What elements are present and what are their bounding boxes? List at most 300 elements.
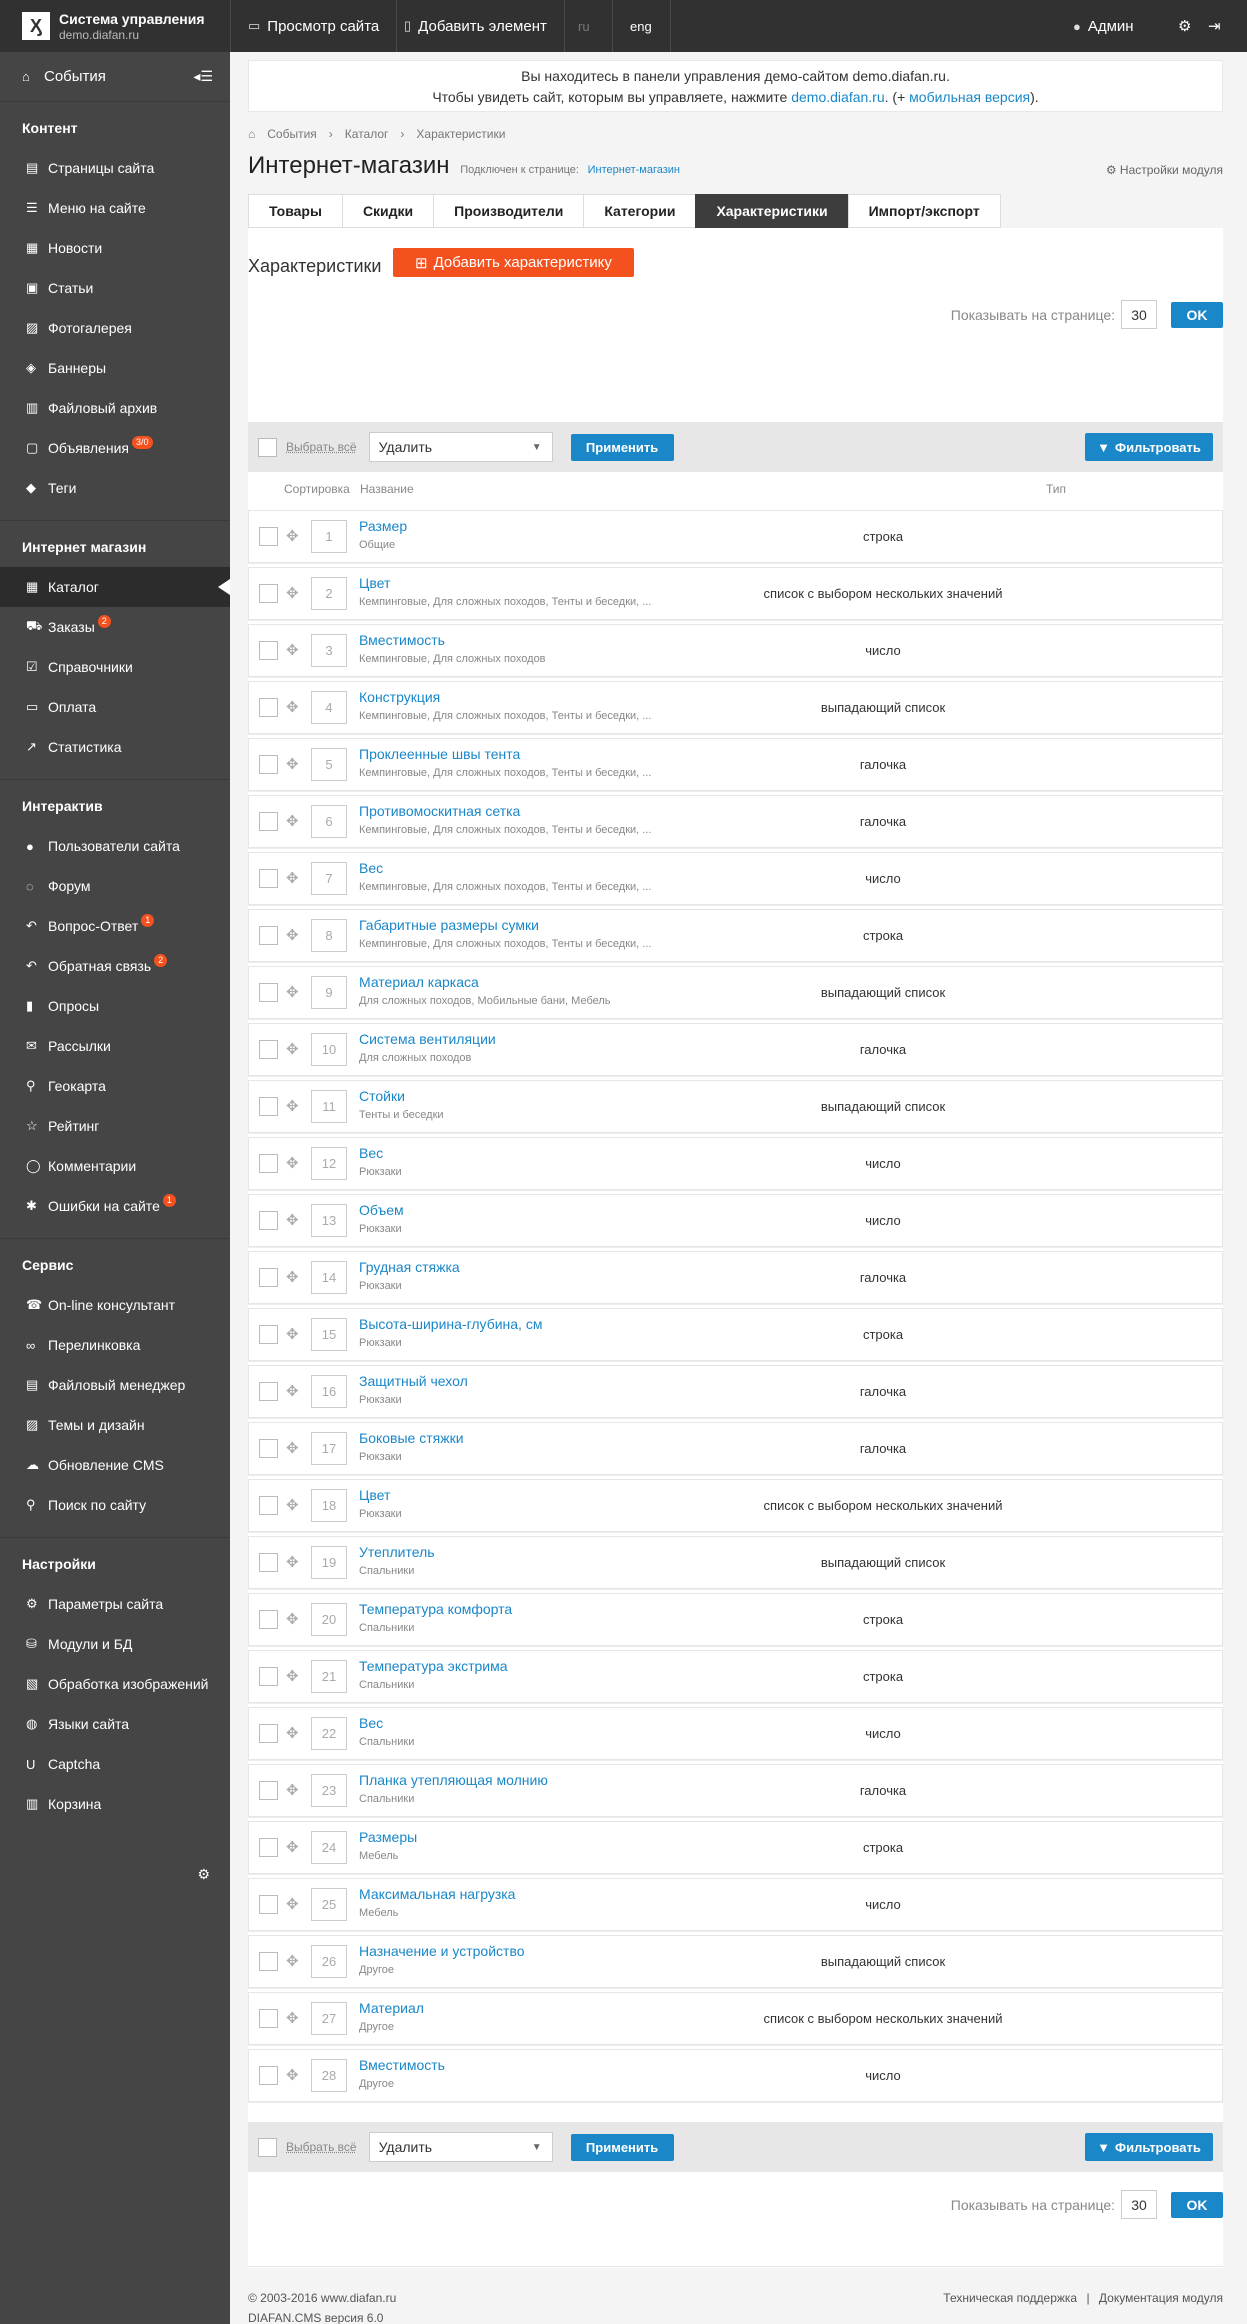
- sort-order-input[interactable]: 13: [311, 1204, 347, 1237]
- connected-page-link[interactable]: Интернет-магазин: [587, 164, 681, 176]
- table-row: ✥ 20 Температура комфорта Спальники строка: [248, 1593, 1223, 1646]
- row-checkbox[interactable]: [259, 1154, 278, 1173]
- sort-order-input[interactable]: 2: [311, 577, 347, 610]
- footer-version: DIAFAN.CMS версия 6.0: [248, 2311, 384, 2324]
- characteristic-name-link[interactable]: Цвет: [359, 1487, 391, 1503]
- sidebar-item-label: Новости: [48, 240, 103, 256]
- module-settings-link[interactable]: [1106, 163, 1223, 177]
- sidebar-item[interactable]: [0, 1744, 230, 1784]
- row-checkbox[interactable]: [259, 1724, 278, 1743]
- characteristic-name-link[interactable]: Вес: [359, 860, 384, 876]
- row-checkbox[interactable]: [259, 698, 278, 717]
- captcha-icon: U: [26, 1756, 36, 1772]
- drag-handle-icon[interactable]: ✥: [286, 1497, 299, 1514]
- drag-handle-icon[interactable]: ✥: [286, 2067, 299, 2084]
- characteristic-categories: Кемпинговые, Для сложных походов, Тенты и беседки, ...: [359, 710, 652, 722]
- characteristic-name-link[interactable]: Система вентиляции: [359, 1031, 496, 1047]
- row-checkbox[interactable]: [259, 641, 278, 660]
- drag-handle-icon[interactable]: ✥: [286, 699, 299, 716]
- sidebar-item[interactable]: [0, 268, 230, 308]
- characteristic-name-link[interactable]: Планка утепляющая молнию: [359, 1772, 548, 1788]
- characteristic-categories: Кемпинговые, Для сложных походов, Тенты и беседки, ...: [359, 824, 652, 836]
- sidebar-item[interactable]: [0, 946, 230, 986]
- table-row: ✥ 2 Цвет Кемпинговые, Для сложных походов, Тенты и беседки, ... список с выбором нескольких значений: [248, 567, 1223, 620]
- sidebar-item-label: Статьи: [48, 280, 94, 296]
- sort-order-input[interactable]: 18: [311, 1489, 347, 1522]
- apply-button[interactable]: Применить: [571, 2134, 674, 2161]
- sidebar-item[interactable]: [0, 468, 230, 508]
- sidebar-item[interactable]: [0, 1584, 230, 1624]
- sort-order-input[interactable]: 6: [311, 805, 347, 838]
- check-icon: ☑: [26, 659, 38, 674]
- add-characteristic-button[interactable]: [393, 248, 634, 277]
- brand[interactable]: [0, 0, 230, 52]
- sidebar-item-label: Меню на сайте: [48, 200, 146, 216]
- row-checkbox[interactable]: [259, 869, 278, 888]
- row-checkbox[interactable]: [259, 1838, 278, 1857]
- characteristic-categories: Рюкзаки: [359, 1166, 402, 1178]
- sort-order-input[interactable]: 15: [311, 1318, 347, 1351]
- characteristic-name-link[interactable]: Проклеенные швы тента: [359, 746, 521, 762]
- sidebar-item[interactable]: [0, 647, 230, 687]
- drag-handle-icon[interactable]: ✥: [286, 1212, 299, 1229]
- drag-handle-icon[interactable]: ✥: [286, 1668, 299, 1685]
- user-menu[interactable]: [1056, 0, 1151, 52]
- characteristic-categories: Общие: [359, 539, 396, 551]
- banner-icon: ◈: [26, 360, 36, 375]
- catalog-icon: ▦: [26, 579, 39, 594]
- row-checkbox[interactable]: [259, 2066, 278, 2085]
- sort-order-input[interactable]: 14: [311, 1261, 347, 1294]
- row-checkbox[interactable]: [259, 1895, 278, 1914]
- characteristic-name-link[interactable]: Вместимость: [359, 2057, 445, 2073]
- monitor-icon: ▭: [248, 18, 261, 33]
- table-row: ✥ 18 Цвет Рюкзаки список с выбором нескольких значений: [248, 1479, 1223, 1532]
- characteristic-categories: Мебель: [359, 1907, 399, 1919]
- module-docs-link[interactable]: Документация модуля: [1098, 2291, 1223, 2305]
- sidebar-item[interactable]: [0, 906, 230, 946]
- table-row: ✥ 22 Вес Спальники число: [248, 1707, 1223, 1760]
- row-checkbox[interactable]: [259, 1439, 278, 1458]
- row-checkbox[interactable]: [259, 1268, 278, 1287]
- menu-icon: ☰: [26, 200, 38, 215]
- sort-order-input[interactable]: 19: [311, 1546, 347, 1579]
- forum-icon: ◌: [26, 878, 34, 894]
- characteristic-categories: Кемпинговые, Для сложных походов, Тенты и беседки, ...: [359, 881, 652, 893]
- characteristic-name-link[interactable]: Максимальная нагрузка: [359, 1886, 516, 1902]
- drag-handle-icon[interactable]: ✥: [286, 1155, 299, 1172]
- characteristic-name-link[interactable]: Размеры: [359, 1829, 418, 1845]
- drag-handle-icon[interactable]: ✥: [286, 642, 299, 659]
- sidebar-item-label: Корзина: [48, 1796, 102, 1812]
- sidebar-item[interactable]: [0, 1365, 230, 1405]
- filter-button[interactable]: [1085, 2133, 1213, 2161]
- ads-icon: ▢: [26, 440, 39, 455]
- module-settings-label: Настройки модуля: [1119, 163, 1223, 177]
- sidebar-item[interactable]: [0, 1624, 230, 1664]
- sidebar-item-label: Языки сайта: [48, 1716, 130, 1732]
- sidebar-item[interactable]: [0, 428, 230, 468]
- characteristic-name-link[interactable]: Грудная стяжка: [359, 1259, 460, 1275]
- characteristic-name-link[interactable]: Высота-ширина-глубина, см: [359, 1316, 543, 1332]
- row-checkbox[interactable]: [259, 1553, 278, 1572]
- sidebar-item[interactable]: [0, 228, 230, 268]
- row-checkbox[interactable]: [259, 1211, 278, 1230]
- row-checkbox[interactable]: [259, 2009, 278, 2028]
- tab[interactable]: Скидки: [342, 194, 434, 228]
- characteristic-categories: Другое: [359, 1964, 394, 1976]
- sidebar-item[interactable]: [0, 188, 230, 228]
- characteristic-name-link[interactable]: Материал: [359, 2000, 424, 2016]
- sidebar-item-label: Темы и дизайн: [48, 1417, 145, 1433]
- col-header-sort: Сортировка: [284, 482, 350, 496]
- characteristic-name-link[interactable]: Назначение и устройство: [359, 1943, 525, 1959]
- characteristic-name-link[interactable]: Размер: [359, 518, 408, 534]
- sidebar-item-label: Объявления: [48, 440, 129, 456]
- lang-ru[interactable]: ru: [556, 0, 613, 52]
- characteristic-categories: Рюкзаки: [359, 1223, 402, 1235]
- characteristic-name-link[interactable]: Противомоскитная сетка: [359, 803, 521, 819]
- row-checkbox[interactable]: [259, 926, 278, 945]
- characteristic-name-link[interactable]: Защитный чехол: [359, 1373, 468, 1389]
- sidebar-item[interactable]: [0, 1325, 230, 1365]
- sort-order-input[interactable]: 7: [311, 862, 347, 895]
- collapse-menu-icon[interactable]: ◂☰: [193, 68, 213, 84]
- characteristic-categories: Кемпинговые, Для сложных походов, Тенты и беседки, ...: [359, 938, 652, 950]
- row-checkbox[interactable]: [259, 755, 278, 774]
- sort-order-input[interactable]: 3: [311, 634, 347, 667]
- characteristic-categories: Тенты и беседки: [359, 1109, 444, 1121]
- section-title: Характеристики: [248, 256, 382, 276]
- sidebar-item-label: Заказы: [48, 619, 95, 635]
- sidebar-item-label: Файловый архив: [48, 400, 158, 416]
- sidebar-item[interactable]: [0, 1106, 230, 1146]
- row-checkbox[interactable]: [259, 812, 278, 831]
- map-icon: ⚲: [26, 1078, 36, 1093]
- notice-line1: Вы находитесь в панели управления демо-сайтом demo.diafan.ru.: [521, 68, 950, 84]
- characteristic-name-link[interactable]: Боковые стяжки: [359, 1430, 464, 1446]
- row-checkbox[interactable]: [259, 983, 278, 1002]
- table-row: ✥ 8 Габаритные размеры сумки Кемпинговые, Для сложных походов, Тенты и беседки, ... строка: [248, 909, 1223, 962]
- sort-order-input[interactable]: 8: [311, 919, 347, 952]
- mail-icon: ✉: [26, 1038, 37, 1053]
- table-row: ✥ 23 Планка утепляющая молнию Спальники галочка: [248, 1764, 1223, 1817]
- drag-handle-icon[interactable]: ✥: [286, 927, 299, 944]
- row-checkbox[interactable]: [259, 1667, 278, 1686]
- breadcrumb: [248, 127, 505, 141]
- filter-icon: ▼: [1097, 439, 1110, 455]
- breadcrumb-catalog[interactable]: Каталог: [344, 127, 389, 141]
- sort-order-input[interactable]: 26: [311, 1945, 347, 1978]
- drag-handle-icon[interactable]: ✥: [286, 984, 299, 1001]
- sidebar-item[interactable]: [0, 1066, 230, 1106]
- sidebar-item[interactable]: [0, 567, 230, 607]
- col-header-type: Тип: [1046, 482, 1067, 496]
- filter-icon: ▼: [1097, 2139, 1110, 2155]
- add-element-button[interactable]: [387, 0, 565, 52]
- per-page-top: [951, 300, 1223, 329]
- row-checkbox[interactable]: [259, 1496, 278, 1515]
- sort-order-input[interactable]: 22: [311, 1717, 347, 1750]
- lang-eng[interactable]: eng: [612, 0, 671, 52]
- drag-handle-icon[interactable]: ✥: [286, 1896, 299, 1913]
- demo-site-link[interactable]: demo.diafan.ru: [791, 89, 885, 105]
- per-page-ok-button[interactable]: OK: [1171, 302, 1223, 328]
- view-site-label: Просмотр сайта: [267, 17, 380, 35]
- drag-handle-icon[interactable]: ✥: [286, 1839, 299, 1856]
- sidebar-item-label: Теги: [48, 480, 77, 496]
- pages-icon: ▤: [26, 160, 39, 175]
- per-page-input[interactable]: 30: [1121, 2190, 1157, 2219]
- characteristic-name-link[interactable]: Конструкция: [359, 689, 441, 705]
- drag-handle-icon[interactable]: ✥: [286, 813, 299, 830]
- sidebar-item-label: Комментарии: [48, 1158, 137, 1174]
- characteristic-name-link[interactable]: Утеплитель: [359, 1544, 435, 1560]
- sidebar-item[interactable]: [0, 826, 230, 866]
- drag-handle-icon[interactable]: ✥: [286, 2010, 299, 2027]
- table-row: ✥ 27 Материал Другое список с выбором нескольких значений: [248, 1992, 1223, 2045]
- characteristic-name-link[interactable]: Вместимость: [359, 632, 445, 648]
- row-checkbox[interactable]: [259, 1952, 278, 1971]
- sort-order-input[interactable]: 1: [311, 520, 347, 553]
- sidebar-item[interactable]: [0, 607, 230, 647]
- sidebar-item[interactable]: [0, 986, 230, 1026]
- sidebar-item-label: Статистика: [48, 739, 122, 755]
- sidebar-item[interactable]: [0, 1186, 230, 1226]
- tab[interactable]: Импорт/экспорт: [848, 194, 1001, 228]
- sidebar-item[interactable]: [0, 1784, 230, 1824]
- group-action-select[interactable]: [369, 432, 553, 462]
- table-row: ✥ 24 Размеры Мебель строка: [248, 1821, 1223, 1874]
- per-page-ok-button[interactable]: OK: [1171, 2192, 1223, 2218]
- group-action-value: Удалить: [378, 2139, 433, 2155]
- characteristic-name-link[interactable]: Стойки: [359, 1088, 405, 1104]
- sidebar-item[interactable]: [0, 308, 230, 348]
- sidebar-item-label: Пользователи сайта: [48, 838, 180, 854]
- sort-order-input[interactable]: 17: [311, 1432, 347, 1465]
- table-row: ✥ 15 Высота-ширина-глубина, см Рюкзаки строка: [248, 1308, 1223, 1361]
- drag-handle-icon[interactable]: ✥: [286, 1269, 299, 1286]
- sidebar-item-label: Фотогалерея: [48, 320, 132, 336]
- sidebar-item-events[interactable]: [0, 52, 230, 102]
- sidebar-item[interactable]: [0, 1285, 230, 1325]
- drag-handle-icon[interactable]: ✥: [286, 528, 299, 545]
- select-all-checkbox[interactable]: [258, 2138, 277, 2157]
- table-row: ✥ 21 Температура экстрима Спальники строка: [248, 1650, 1223, 1703]
- group-action-select[interactable]: [369, 2132, 553, 2162]
- drag-handle-icon[interactable]: ✥: [286, 1953, 299, 1970]
- per-page-label: Показывать на странице:: [950, 306, 1115, 323]
- demo-notice: [248, 60, 1223, 112]
- filter-label: Фильтровать: [1115, 439, 1201, 455]
- chevron-down-icon: ▼: [531, 441, 542, 453]
- sidebar-item-label: Страницы сайта: [48, 160, 155, 176]
- sidebar-item-label: Вопрос-Ответ: [48, 918, 139, 934]
- tags-icon: ◆: [26, 480, 36, 495]
- drag-handle-icon[interactable]: ✥: [286, 1440, 299, 1457]
- sidebar-item[interactable]: [0, 1405, 230, 1445]
- files-icon: ▤: [26, 1377, 39, 1392]
- sidebar-gear-icon[interactable]: ⚙: [197, 1866, 210, 1882]
- characteristic-categories: Рюкзаки: [359, 1508, 402, 1520]
- sidebar-item-label: Модули и БД: [48, 1636, 133, 1652]
- breadcrumb-events[interactable]: События: [267, 127, 317, 141]
- sort-order-input[interactable]: 23: [311, 1774, 347, 1807]
- drag-handle-icon[interactable]: ✥: [286, 1383, 299, 1400]
- sidebar-item[interactable]: [0, 348, 230, 388]
- characteristic-categories: Спальники: [359, 1679, 415, 1691]
- apply-button[interactable]: Применить: [571, 434, 674, 461]
- sort-order-input[interactable]: 27: [311, 2002, 347, 2035]
- select-all-link[interactable]: Выбрать всё: [286, 2140, 357, 2154]
- sort-order-input[interactable]: 28: [311, 2059, 347, 2092]
- trash-icon: ▥: [26, 1796, 39, 1811]
- settings-gear-icon[interactable]: ⚙: [1178, 18, 1192, 35]
- sidebar-item[interactable]: [0, 1445, 230, 1485]
- filter-button[interactable]: [1085, 433, 1213, 461]
- sidebar-item-label: Баннеры: [48, 360, 107, 376]
- filter-label: Фильтровать: [1115, 2139, 1201, 2155]
- sidebar-item-label: Форум: [48, 878, 91, 894]
- sidebar-item[interactable]: [0, 727, 230, 767]
- tab[interactable]: Категории: [583, 194, 696, 228]
- sort-order-input[interactable]: 5: [311, 748, 347, 781]
- row-checkbox[interactable]: [259, 1040, 278, 1059]
- per-page-input[interactable]: 30: [1121, 300, 1157, 329]
- news-icon: ▦: [26, 240, 39, 255]
- drag-handle-icon[interactable]: ✥: [286, 1326, 299, 1343]
- user-name: Админ: [1087, 17, 1134, 35]
- brand-title: Система управления: [59, 10, 205, 27]
- characteristic-name-link[interactable]: Материал каркаса: [359, 974, 479, 990]
- tab[interactable]: Производители: [433, 194, 584, 228]
- sort-order-input[interactable]: 10: [311, 1033, 347, 1066]
- sidebar-item[interactable]: [0, 148, 230, 188]
- row-checkbox[interactable]: [259, 1610, 278, 1629]
- cart-icon: ⛟: [26, 618, 43, 633]
- sidebar-divider: [0, 1537, 230, 1538]
- globe-icon: ◍: [26, 1716, 38, 1731]
- characteristic-name-link[interactable]: Вес: [359, 1145, 384, 1161]
- logout-icon[interactable]: ⇥: [1208, 18, 1221, 35]
- diafan-logo-icon: Ӽ: [22, 12, 50, 40]
- sidebar-item[interactable]: [0, 1704, 230, 1744]
- sort-order-input[interactable]: 9: [311, 976, 347, 1009]
- sidebar-item-label: Обработка изображений: [48, 1676, 209, 1692]
- action-bar-bottom: [248, 2122, 1223, 2172]
- top-bar: [0, 0, 1247, 52]
- table-row: ✥ 16 Защитный чехол Рюкзаки галочка: [248, 1365, 1223, 1418]
- sort-order-input[interactable]: 24: [311, 1831, 347, 1864]
- archive-icon: ▥: [26, 400, 39, 415]
- row-checkbox[interactable]: [259, 1325, 278, 1344]
- characteristic-name-link[interactable]: Объем: [359, 1202, 404, 1218]
- notice-line2: [249, 87, 1222, 108]
- sidebar-item[interactable]: [0, 1026, 230, 1066]
- sidebar-item-label: Ошибки на сайте: [48, 1198, 160, 1214]
- sidebar-item-label: Геокарта: [48, 1078, 106, 1094]
- row-checkbox[interactable]: [259, 1097, 278, 1116]
- sidebar-item[interactable]: [0, 1664, 230, 1704]
- mobile-version-link[interactable]: мобильная версия: [909, 89, 1031, 105]
- characteristic-categories: Кемпинговые, Для сложных походов, Тенты и беседки, ...: [359, 596, 652, 608]
- sort-order-input[interactable]: 16: [311, 1375, 347, 1408]
- notice-text-end: ).: [1030, 89, 1039, 105]
- drag-handle-icon[interactable]: ✥: [286, 1554, 299, 1571]
- sidebar-item[interactable]: [0, 687, 230, 727]
- drag-handle-icon[interactable]: ✥: [286, 585, 299, 602]
- characteristic-name-link[interactable]: Цвет: [359, 575, 391, 591]
- sidebar-divider: [0, 520, 230, 521]
- connected-label: Подключен к странице:: [460, 164, 579, 176]
- sidebar-item[interactable]: [0, 1146, 230, 1186]
- characteristic-categories: Другое: [359, 2078, 394, 2090]
- table-row: ✥ 5 Проклеенные швы тента Кемпинговые, Для сложных походов, Тенты и беседки, ... галочка: [248, 738, 1223, 791]
- row-checkbox[interactable]: [259, 584, 278, 603]
- sidebar-item-label: Рассылки: [48, 1038, 111, 1054]
- drag-handle-icon[interactable]: ✥: [286, 1725, 299, 1742]
- star-icon: ☆: [26, 1118, 38, 1133]
- characteristic-categories: Рюкзаки: [359, 1451, 402, 1463]
- page-title: Интернет-магазин: [248, 152, 450, 179]
- drag-handle-icon[interactable]: ✥: [286, 1611, 299, 1628]
- select-all-link[interactable]: Выбрать всё: [286, 440, 357, 454]
- view-site-button[interactable]: [230, 0, 397, 52]
- notice-text: Чтобы увидеть сайт, которым вы управляете, нажмите: [432, 89, 792, 105]
- characteristic-name-link[interactable]: Вес: [359, 1715, 384, 1731]
- sidebar-item[interactable]: [0, 866, 230, 906]
- drag-handle-icon[interactable]: ✥: [286, 1041, 299, 1058]
- characteristic-categories: Спальники: [359, 1736, 415, 1748]
- sidebar-item-label: Перелинковка: [48, 1337, 141, 1353]
- notice-text-mid: . (+: [884, 89, 910, 105]
- sort-order-input[interactable]: 20: [311, 1603, 347, 1636]
- drag-handle-icon[interactable]: ✥: [286, 1098, 299, 1115]
- characteristic-name-link[interactable]: Температура экстрима: [359, 1658, 508, 1674]
- tab[interactable]: Характеристики: [695, 194, 848, 228]
- row-checkbox[interactable]: [259, 1382, 278, 1401]
- add-element-label: Добавить элемент: [418, 17, 547, 35]
- link-icon: ∞: [26, 1337, 36, 1353]
- sort-order-input[interactable]: 11: [311, 1090, 347, 1123]
- tab[interactable]: Товары: [248, 194, 343, 228]
- characteristic-categories: Другое: [359, 2021, 394, 2033]
- tech-support-link[interactable]: Техническая поддержка: [943, 2291, 1078, 2305]
- sidebar-item-label: Обратная связь: [48, 958, 152, 974]
- sort-order-input[interactable]: 21: [311, 1660, 347, 1693]
- sidebar-item[interactable]: [0, 1485, 230, 1525]
- drag-handle-icon[interactable]: ✥: [286, 1782, 299, 1799]
- drag-handle-icon[interactable]: ✥: [286, 756, 299, 773]
- sidebar-item[interactable]: [0, 388, 230, 428]
- select-all-checkbox[interactable]: [258, 438, 277, 457]
- sort-order-input[interactable]: 4: [311, 691, 347, 724]
- breadcrumb-separator: ›: [328, 127, 333, 141]
- sidebar-item-label: Параметры сайта: [48, 1596, 164, 1612]
- row-checkbox[interactable]: [259, 1781, 278, 1800]
- characteristic-categories: Спальники: [359, 1793, 415, 1805]
- drag-handle-icon[interactable]: ✥: [286, 870, 299, 887]
- footer: [248, 2288, 1223, 2324]
- row-checkbox[interactable]: [259, 527, 278, 546]
- table-row: ✥ 14 Грудная стяжка Рюкзаки галочка: [248, 1251, 1223, 1304]
- sort-order-input[interactable]: 12: [311, 1147, 347, 1180]
- characteristic-name-link[interactable]: Температура комфорта: [359, 1601, 513, 1617]
- sort-order-input[interactable]: 25: [311, 1888, 347, 1921]
- characteristic-categories: Рюкзаки: [359, 1280, 402, 1292]
- characteristic-name-link[interactable]: Габаритные размеры сумки: [359, 917, 539, 933]
- characteristic-categories: Кемпинговые, Для сложных походов, Тенты и беседки, ...: [359, 767, 652, 779]
